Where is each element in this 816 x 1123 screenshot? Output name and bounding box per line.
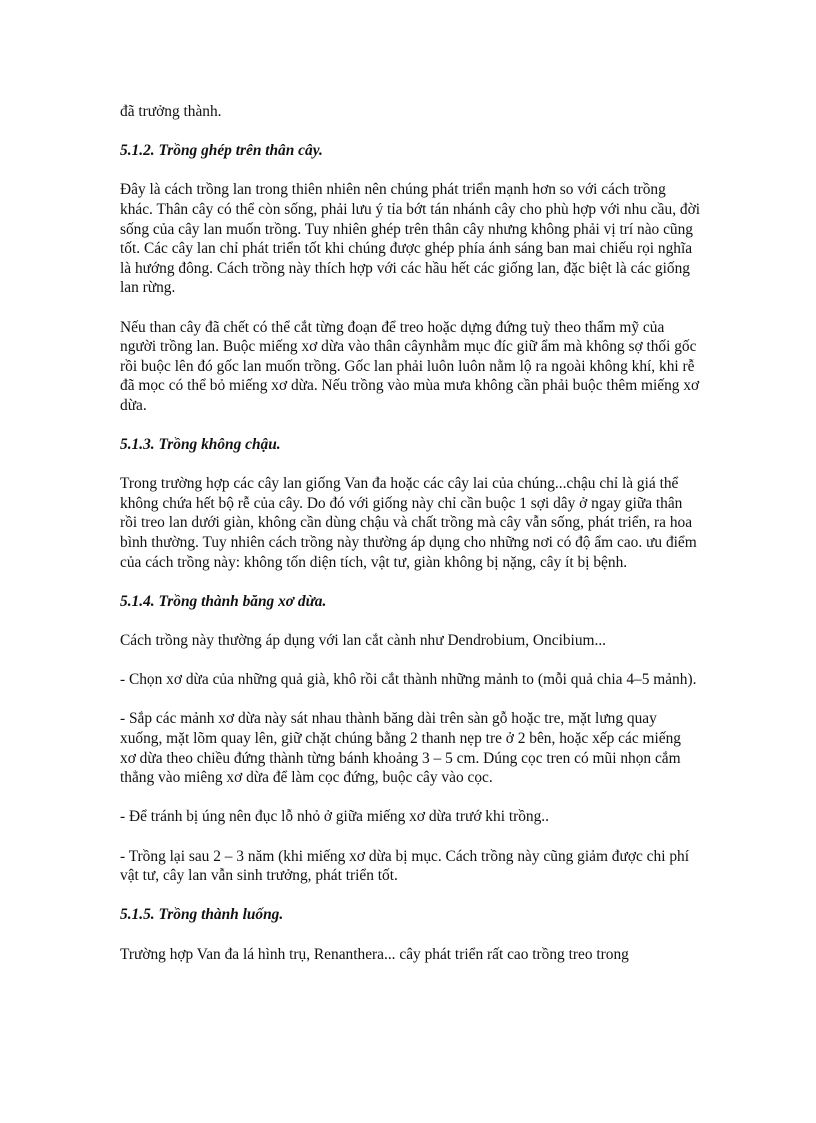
list-item: - Trồng lại sau 2 – 3 năm (khi miếng xơ dừa bị mục. Cách trồng này cũng giảm được chi phí vật tư, cây lan vẫn sinh trưởng, phát triển tốt.: [120, 847, 689, 885]
section-heading-5-1-4: 5.1.4. Trồng thành băng xơ dừa.: [120, 592, 327, 610]
document-page: [120, 102, 700, 984]
paragraph: Cách trồng này thường áp dụng với lan cắt cành như Dendrobium, Oncibium...: [120, 632, 607, 650]
paragraph: Đây là cách trồng lan trong thiên nhiên nên chúng phát triển mạnh hơn so với cách trồng khác. Thân cây có thể còn sống, phải lưu ý tỉa bớt tán nhánh cây cho phù hợp với nhu cầu, đời sống của cây lan muốn trồng. Tuy nhiên ghép trên thân cây nhưng không phải vị trí nào cũng tốt. Các cây lan chỉ phát triển tốt khi chúng được ghép phía ánh sáng ban mai chiếu rọi nghĩa là hướng đông. Cách trồng này thích hợp với các hầu hết các giống lan, đặc biệt là các giống lan rừng.: [120, 181, 700, 297]
paragraph: Trong trường hợp các cây lan giống Van đa hoặc các cây lai của chúng...chậu chỉ là giá thể không chứa hết bộ rễ của cây. Do đó với giống này chỉ cần buộc 1 sợi dây ở ngay giữa thân rồi treo lan dưới giàn, không cần dùng chậu và chất trồng mà cây vẫn sống, phát triển, ra hoa bình thường. Tuy nhiên cách trồng này thường áp dụng cho những nơi có độ ẩm cao. ưu điểm của cách trồng này: không tốn diện tích, vật tư, giàn không bị nặng, cây ít bị bệnh.: [120, 475, 697, 571]
paragraph: Nếu than cây đã chết có thể cắt từng đoạn để treo hoặc dựng đứng tuỳ theo thẩm mỹ của người trồng lan. Buộc miếng xơ dừa vào thân câynhằm mục đíc giữ ẩm mà không sợ thối gốc rồi buộc lên đó gốc lan muốn trồng. Gốc lan phải luôn luôn nằm lộ ra ngoài không khí, khi rễ đã mọc có thể bỏ miếng xơ dừa. Nếu trồng vào mùa mưa không cần phải buộc thêm miếng xơ dừa.: [120, 318, 700, 414]
paragraph-continuation: đã trưởng thành.: [120, 103, 222, 120]
list-item: - Để tránh bị úng nên đục lỗ nhỏ ở giữa miếng xơ dừa trướ khi trồng..: [120, 808, 549, 826]
section-heading-5-1-2: 5.1.2. Trồng ghép trên thân cây.: [120, 142, 323, 160]
list-item: - Chọn xơ dừa của những quả già, khô rồi cắt thành những mảnh to (mỗi quả chia 4–5 mảnh).: [120, 671, 697, 689]
list-item: - Sắp các mảnh xơ dừa này sát nhau thành băng dài trên sàn gỗ hoặc tre, mặt lưng quay xuống, mặt lõm quay lên, giữ chặt chúng bằng 2 thanh nẹp tre ở 2 bên, hoặc xếp các miếng xơ dừa theo chiều đứng thành từng bánh khoảng 3 – 5 cm. Dúng cọc tren có mũi nhọn cắm thẳng vào miêng xơ dừa để làm cọc đứng, buộc cây vào cọc.: [120, 710, 681, 787]
paragraph: Trường hợp Van đa lá hình trụ, Renanthera... cây phát triển rất cao trồng treo trong: [120, 945, 629, 963]
section-heading-5-1-3: 5.1.3. Trồng không chậu.: [120, 436, 281, 454]
section-heading-5-1-5: 5.1.5. Trồng thành luống.: [120, 906, 284, 924]
